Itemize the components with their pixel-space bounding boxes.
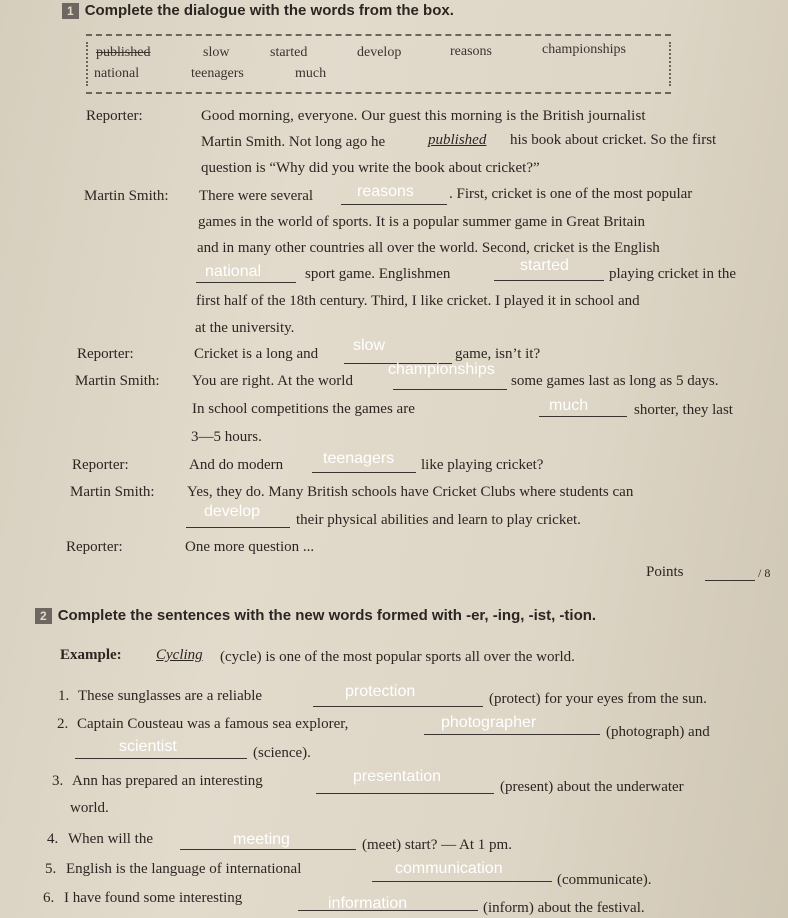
box-word: reasons [450,44,492,59]
box-word: started [270,45,308,60]
exercise-title: Complete the dialogue with the words from the box. [84,2,454,19]
dialogue-line: games in the world of sports. It is a popular summer game in Great Britain [198,214,645,230]
dialogue-line: And do modern [189,457,284,473]
dialogue-line: shorter, they last [634,402,733,418]
item-text: (meet) start? — At 1 pm. [362,837,512,853]
exercise-title: Complete the sentences with the new words formed with -er, -ing, -ist, -tion. [57,607,597,624]
dialogue-line: at the university. [195,320,295,336]
box-word: slow [203,45,230,60]
exercise-number: 1 [62,3,79,19]
answer-develop[interactable]: develop [204,503,261,520]
dialogue-line: their physical abilities and learn to play cricket. [296,512,581,528]
dialogue-line: Good morning, everyone. Our guest this morning is the British journalist [201,108,646,124]
item-number: 1. [58,688,70,704]
answer-much[interactable]: much [549,397,589,414]
item-text: (protect) for your eyes from the sun. [489,691,707,707]
dialogue-line: Yes, they do. Many British schools have Cricket Clubs where students can [187,484,634,500]
item-number: 5. [45,861,57,877]
example-label: Example: [60,647,122,663]
dialogue-line: playing cricket in the [609,266,737,282]
item-text: When will the [68,831,153,847]
dialogue-line: his book about cricket. So the first [510,132,717,148]
dialogue-line: In school competitions the games are [192,401,415,417]
item-text: (science). [253,745,311,761]
box-word: national [94,66,140,81]
speaker-label: Martin Smith: [70,484,155,500]
speaker-label: Martin Smith: [84,188,169,204]
speaker-label: Reporter: [66,539,123,555]
box-word: teenagers [191,66,244,81]
answer-teenagers[interactable]: teenagers [323,450,395,467]
answer-communication[interactable]: communication [395,860,503,877]
speaker-label: Reporter: [77,346,134,362]
box-word: much [295,66,327,81]
item-text: (communicate). [557,872,652,888]
dialogue-line: first half of the 18th century. Third, I like cricket. I played it in school and [196,293,640,309]
item-text: (inform) about the festival. [483,900,645,916]
box-word: championships [542,42,626,57]
exercise-2-heading [35,607,596,624]
item-text: I have found some interesting [64,890,243,906]
item-number: 2. [57,716,69,732]
points-total: / 8 [758,566,771,580]
dialogue-line: question is “Why did you write the book about cricket?” [201,160,540,176]
item-text: (present) about the underwater [500,779,684,795]
dialogue-line: You are right. At the world [192,373,353,389]
example-word: Cycling [156,647,203,663]
answer-information[interactable]: information [328,895,408,912]
box-word: develop [357,45,402,60]
speaker-label: Reporter: [72,457,129,473]
dialogue-line: 3—5 hours. [191,429,262,445]
dialogue-line: and in many other countries all over the world. Second, cricket is the English [197,240,660,256]
exercise-number: 2 [35,608,52,624]
answer-started[interactable]: started [520,257,569,274]
dialogue-line: like playing cricket? [421,457,544,473]
item-text: English is the language of international [66,861,302,877]
example-answer: published [428,132,487,148]
item-text: world. [70,800,109,816]
speaker-label: Martin Smith: [75,373,160,389]
item-text: Captain Cousteau was a famous sea explorer, [77,716,349,732]
dialogue-line: Cricket is a long and [194,346,319,362]
answer-national[interactable]: national [205,263,262,280]
answer-photographer[interactable]: photographer [441,714,537,731]
answer-reasons[interactable]: reasons [357,183,414,200]
dialogue-line: game, isn’t it? [455,346,541,362]
box-word: published [96,45,151,60]
answer-presentation[interactable]: presentation [353,768,442,785]
item-number: 3. [52,773,64,789]
answer-slow[interactable]: slow [353,337,386,354]
answer-scientist[interactable]: scientist [119,738,177,755]
dialogue-line: One more question ... [185,539,315,555]
exercise-1-heading [62,2,454,19]
item-text: Ann has prepared an interesting [72,773,263,789]
answer-protection[interactable]: protection [345,683,416,700]
dialogue-line: Martin Smith. Not long ago he [201,134,386,150]
item-text: These sunglasses are a reliable [78,688,263,704]
dialogue-line: sport game. Englishmen [305,266,451,282]
item-text: (photograph) and [606,724,710,740]
dialogue-line: . First, cricket is one of the most popular [449,186,693,202]
dialogue-line: some games last as long as 5 days. [511,373,719,389]
dialogue-line: There were several [199,188,314,204]
item-number: 4. [47,831,59,847]
item-number: 6. [43,890,55,906]
answer-meeting[interactable]: meeting [233,831,290,848]
points-label: Points [646,564,684,580]
example-sentence: (cycle) is one of the most popular sports all over the world. [220,649,575,665]
speaker-label: Reporter: [86,108,143,124]
answer-championships[interactable]: championships [388,361,495,378]
